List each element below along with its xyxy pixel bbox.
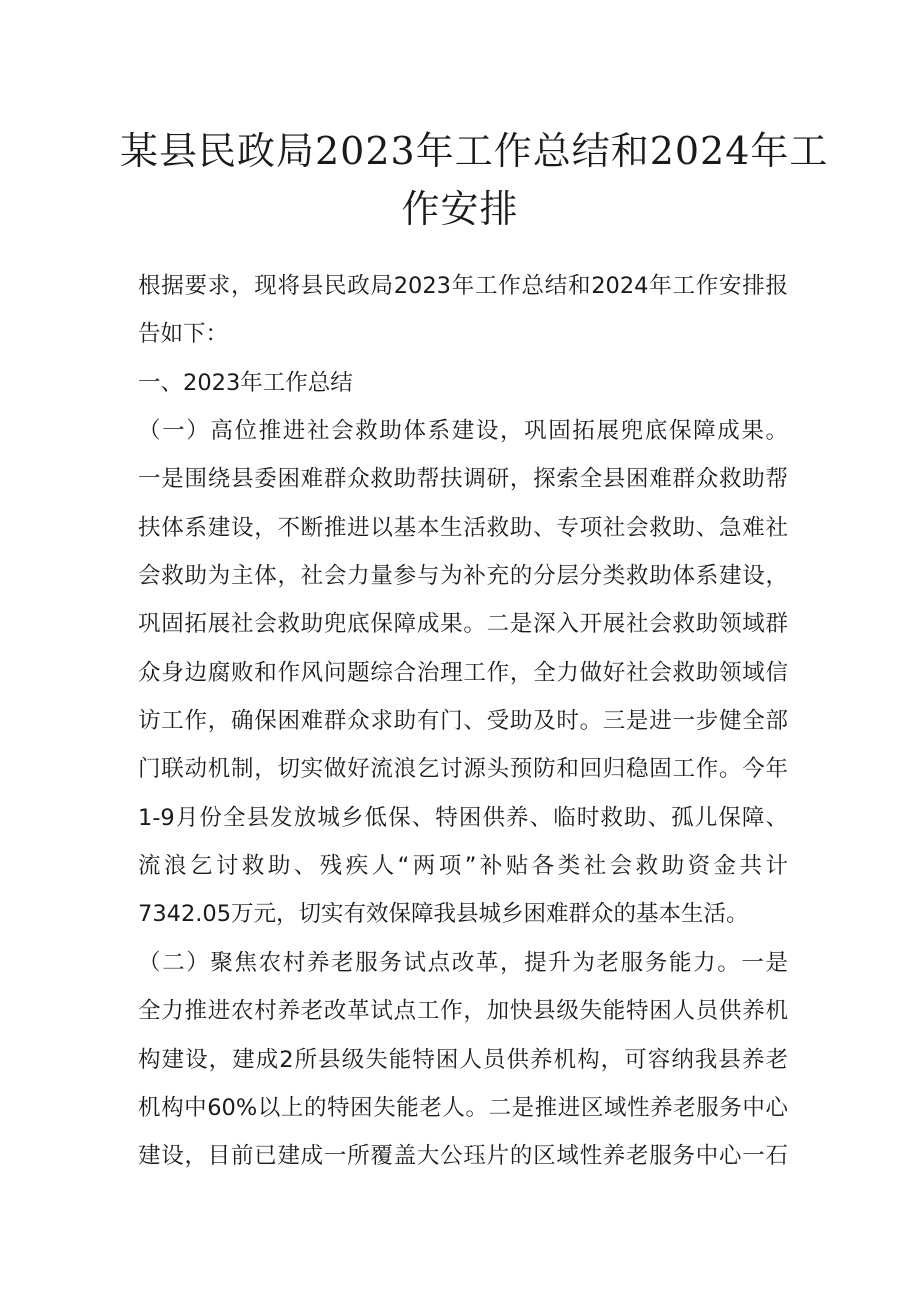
document-title xyxy=(120,122,829,238)
paragraph-line: 众身边腐败和作风问题综合治理工作，全力做好社会救助领域信 xyxy=(138,659,788,686)
intro-line: 根据要求，现将县民政局2023年工作总结和2024年工作安排报 xyxy=(138,273,788,299)
paragraph-line: 门联动机制，切实做好流浪乞讨源头预防和回归稳固工作。今年 xyxy=(138,756,788,783)
paragraph-line: 流浪乞讨救助、残疾人“两项”补贴各类社会救助资金共计 xyxy=(138,853,788,880)
paragraph-line: 构建设，建成2所县级失能特困人员供养机构，可容纳我县养老 xyxy=(138,1046,788,1073)
paragraph-line: 会救助为主体，社会力量参与为补充的分层分类救助体系建设， xyxy=(138,563,788,590)
document-body xyxy=(138,262,788,1181)
title-line: 某县民政局2023年工作总结和2024年工 xyxy=(120,129,829,173)
paragraph-line: 扶体系建设，不断推进以基本生活救助、专项社会救助、急难社 xyxy=(138,514,788,541)
paragraph-line: 1-9月份全县发放城乡低保、特困供养、临时救助、孤儿保障、 xyxy=(138,804,788,831)
paragraph-line: 机构中60%以上的特困失能老人。二是推进区域性养老服务中心 xyxy=(138,1094,788,1121)
paragraph-line: 7342.05万元，切实有效保障我县城乡困难群众的基本生活。 xyxy=(138,901,749,928)
paragraph-line: 建设，目前已建成一所覆盖大公珏片的区域性养老服务中心一石 xyxy=(138,1143,788,1170)
subsection-heading: （一）高位推进社会救助体系建设，巩固拓展兜底保障成果。 xyxy=(138,418,788,445)
paragraph-line: 巩固拓展社会救助兜底保障成果。二是深入开展社会救助领域群 xyxy=(138,611,788,638)
paragraph-line: 访工作，确保困难群众求助有门、受助及时。三是进一步健全部 xyxy=(138,708,788,735)
intro-line: 告如下： xyxy=(138,321,229,348)
title-line: 作安排 xyxy=(401,187,519,231)
subsection-heading: （二）聚焦农村养老服务试点改革，提升为老服务能力。一是 xyxy=(138,949,788,976)
paragraph-line: 全力推进农村养老改革试点工作，加快县级失能特困人员供养机 xyxy=(138,998,788,1025)
section-heading: 一、2023年工作总结 xyxy=(138,369,353,396)
paragraph-line: 一是围绕县委困难群众救助帮扶调研，探索全县困难群众救助帮 xyxy=(138,466,788,493)
